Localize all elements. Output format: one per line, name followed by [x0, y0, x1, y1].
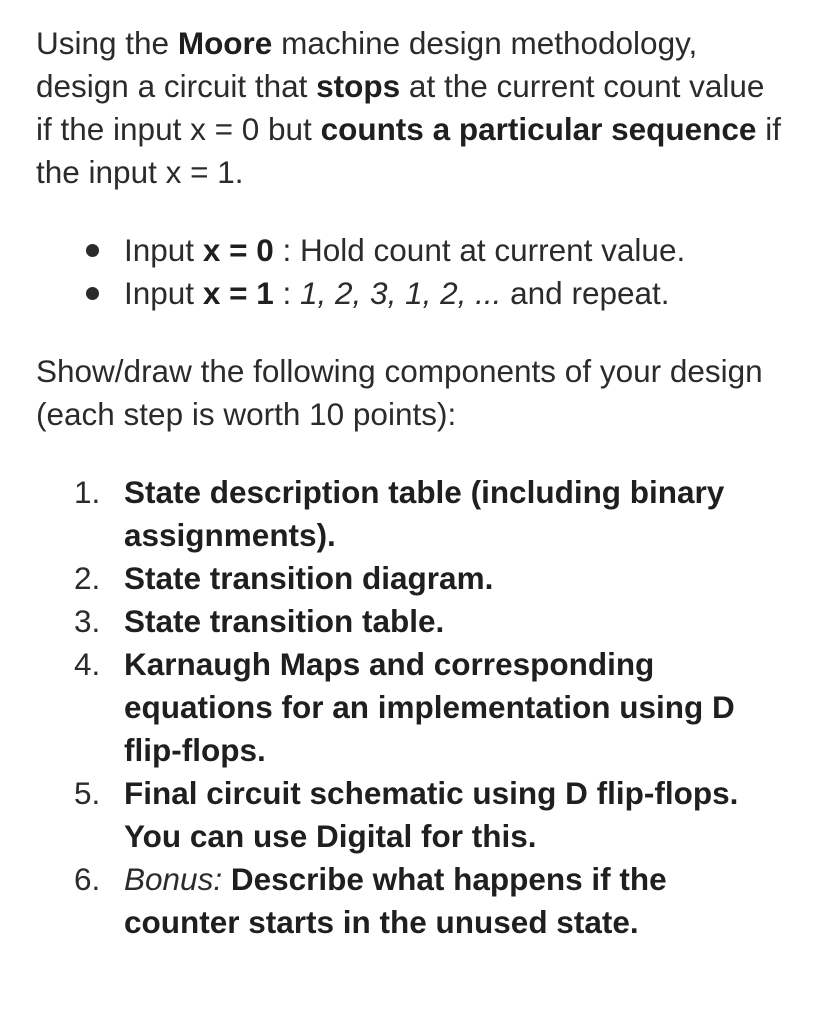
step-item — [36, 643, 784, 772]
bullet-pre: Input — [124, 275, 203, 311]
step-item — [36, 858, 784, 944]
bullet-bold: x = 0 — [202, 232, 274, 268]
bullet-tail: and repeat. — [501, 275, 670, 311]
step-number: 6. — [74, 861, 101, 897]
step-text: State transition diagram. — [124, 560, 494, 596]
step-bonus-label: Bonus: — [124, 861, 223, 897]
intro-paragraph — [36, 22, 784, 194]
intro-bold-counts: counts a particular sequence — [320, 111, 757, 147]
bullet-pre: Input — [124, 232, 203, 268]
input-bullet-list — [36, 229, 784, 315]
step-text: State transition table. — [124, 603, 445, 639]
step-number: 2. — [74, 560, 101, 596]
bullet-item-x1 — [36, 272, 784, 315]
intro-bold-moore: Moore — [177, 25, 273, 61]
step-number: 1. — [74, 474, 101, 510]
step-item — [36, 600, 784, 643]
step-number: 5. — [74, 775, 101, 811]
intro-text-3: at the current count value if the input x = 0 but — [36, 68, 765, 147]
step-text: State description table (including binary assignments). — [124, 474, 725, 553]
step-number: 4. — [74, 646, 101, 682]
step-text: Final circuit schematic using D flip-flops. You can use Digital for this. — [124, 775, 739, 854]
step-number: 3. — [74, 603, 101, 639]
bullet-post: : Hold count at current value. — [273, 232, 686, 268]
bullet-dot-icon — [86, 244, 99, 257]
intro-text-2: machine design methodology, design a circuit that — [36, 25, 698, 104]
intro-text-4: if the input x = 1. — [36, 111, 781, 190]
bullet-sequence: 1, 2, 3, 1, 2, ... — [300, 275, 502, 311]
bullet-post: : — [273, 275, 301, 311]
step-item — [36, 772, 784, 858]
step-item — [36, 471, 784, 557]
bullet-bold: x = 1 — [202, 275, 274, 311]
show-paragraph: Show/draw the following components of your design (each step is worth 10 points): — [36, 353, 763, 432]
bullet-item-x0 — [36, 229, 784, 272]
step-item — [36, 557, 784, 600]
intro-text-1: Using the — [36, 25, 178, 61]
steps-list — [36, 471, 784, 944]
bullet-dot-icon — [86, 287, 99, 300]
intro-bold-stops: stops — [316, 68, 401, 104]
step-text: Karnaugh Maps and corresponding equations for an implementation using D flip-flops. — [124, 646, 735, 768]
step-text: Describe what happens if the counter starts in the unused state. — [124, 861, 667, 940]
